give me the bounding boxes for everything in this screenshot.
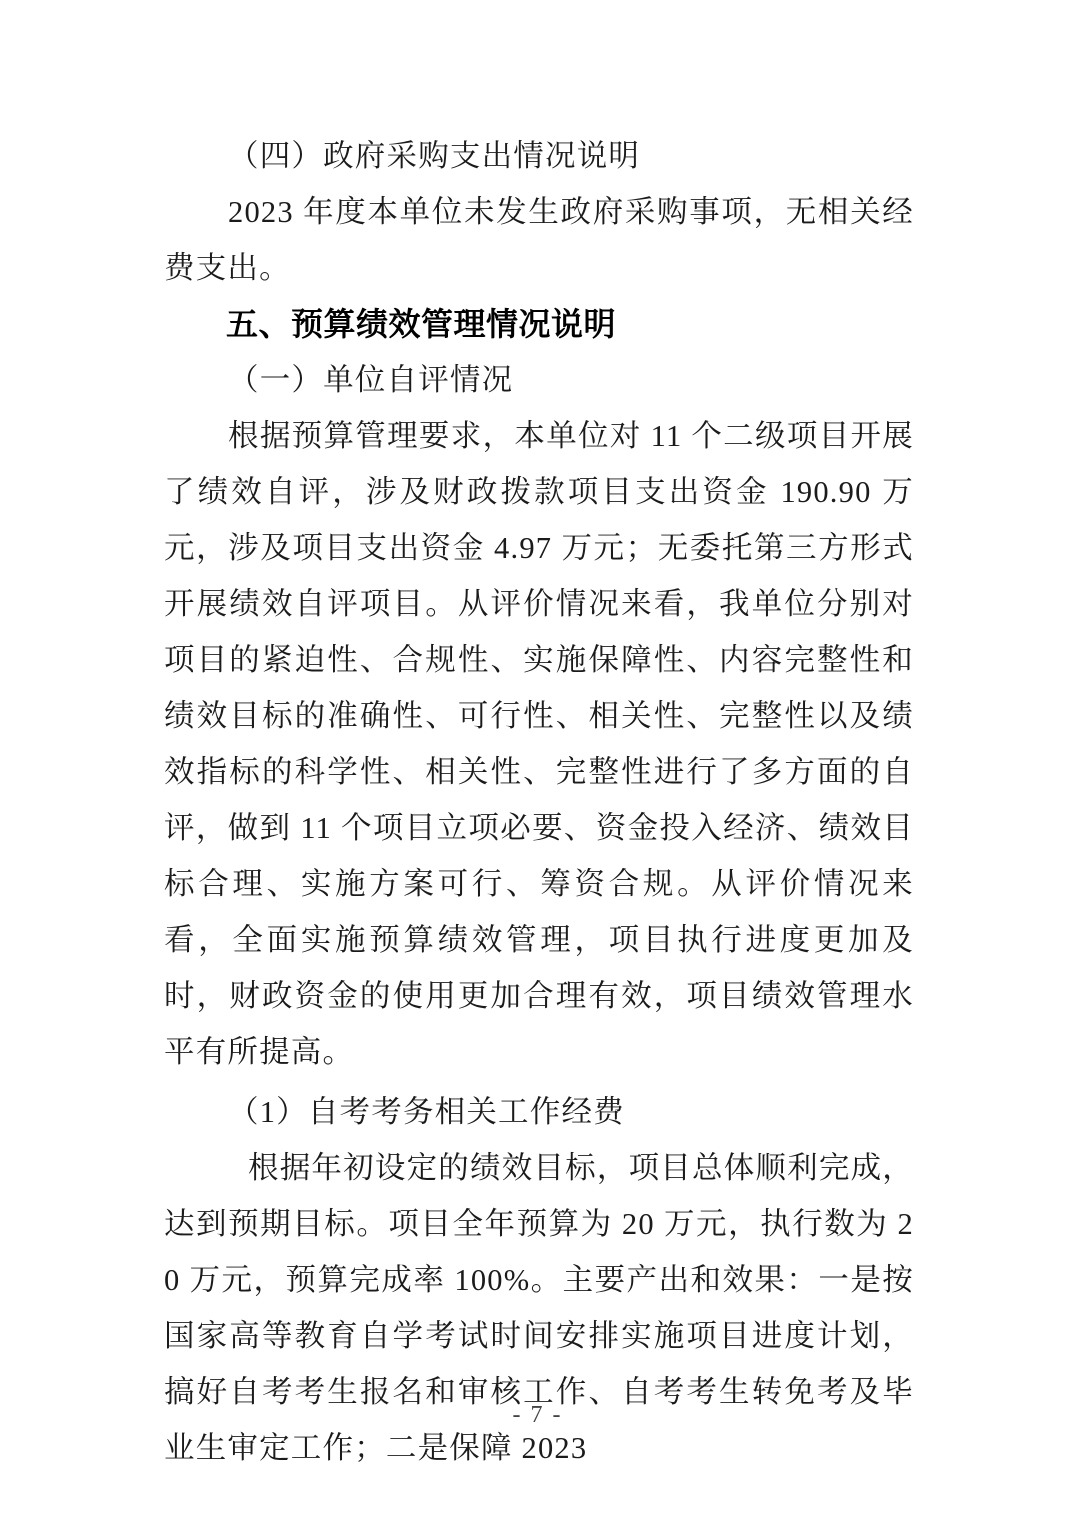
page-number: - 7 - bbox=[512, 1402, 563, 1428]
heading-section-five: 五、预算绩效管理情况说明 bbox=[226, 305, 617, 343]
paragraph-self-evaluation: 根据预算管理要求，本单位对 11 个二级项目开展了绩效自评，涉及财政拨款项目支出资金 190.90 万元，涉及项目支出资金 4.97 万元；无委托第三方形式开展绩效自评项目。从评价情况来看，我单位分别对项目的紧迫性、合规性、实施保障性、内容完整性和绩效目标的准确性、可行性、相关性、完整性以及绩效指标的科学性、相关性、完整性进行了多方面的自评，做到 11 个项目立项必要、资金投入经济、绩效目标合理、实施方案可行、筹资合规。从评价情况来看，全面实施预算绩效管理，项目执行进度更加及时，财政资金的使用更加合理有效，项目绩效管理水平有所提高。 bbox=[164, 419, 914, 1069]
heading-item-one: （1）自考考务相关工作经费 bbox=[228, 1095, 625, 1129]
paragraph-item-one-detail: 根据年初设定的绩效目标，项目总体顺利完成，达到预期目标。项目全年预算为 20 万元，执行数为 20 万元，预算完成率 100%。主要产出和效果：一是按国家高等教育自学考试时间安排实施项目进度计划，搞好自考考生报名和审核工作、自考考生转免考及毕业生审定工作；二是保障 2023 bbox=[164, 1151, 914, 1465]
heading-section-four: （四）政府采购支出情况说明 bbox=[228, 139, 641, 173]
heading-subsection-one: （一）单位自评情况 bbox=[228, 363, 514, 397]
paragraph-government-procurement: 2023 年度本单位未发生政府采购事项，无相关经费支出。 bbox=[164, 195, 914, 285]
page-content bbox=[164, 128, 914, 1476]
